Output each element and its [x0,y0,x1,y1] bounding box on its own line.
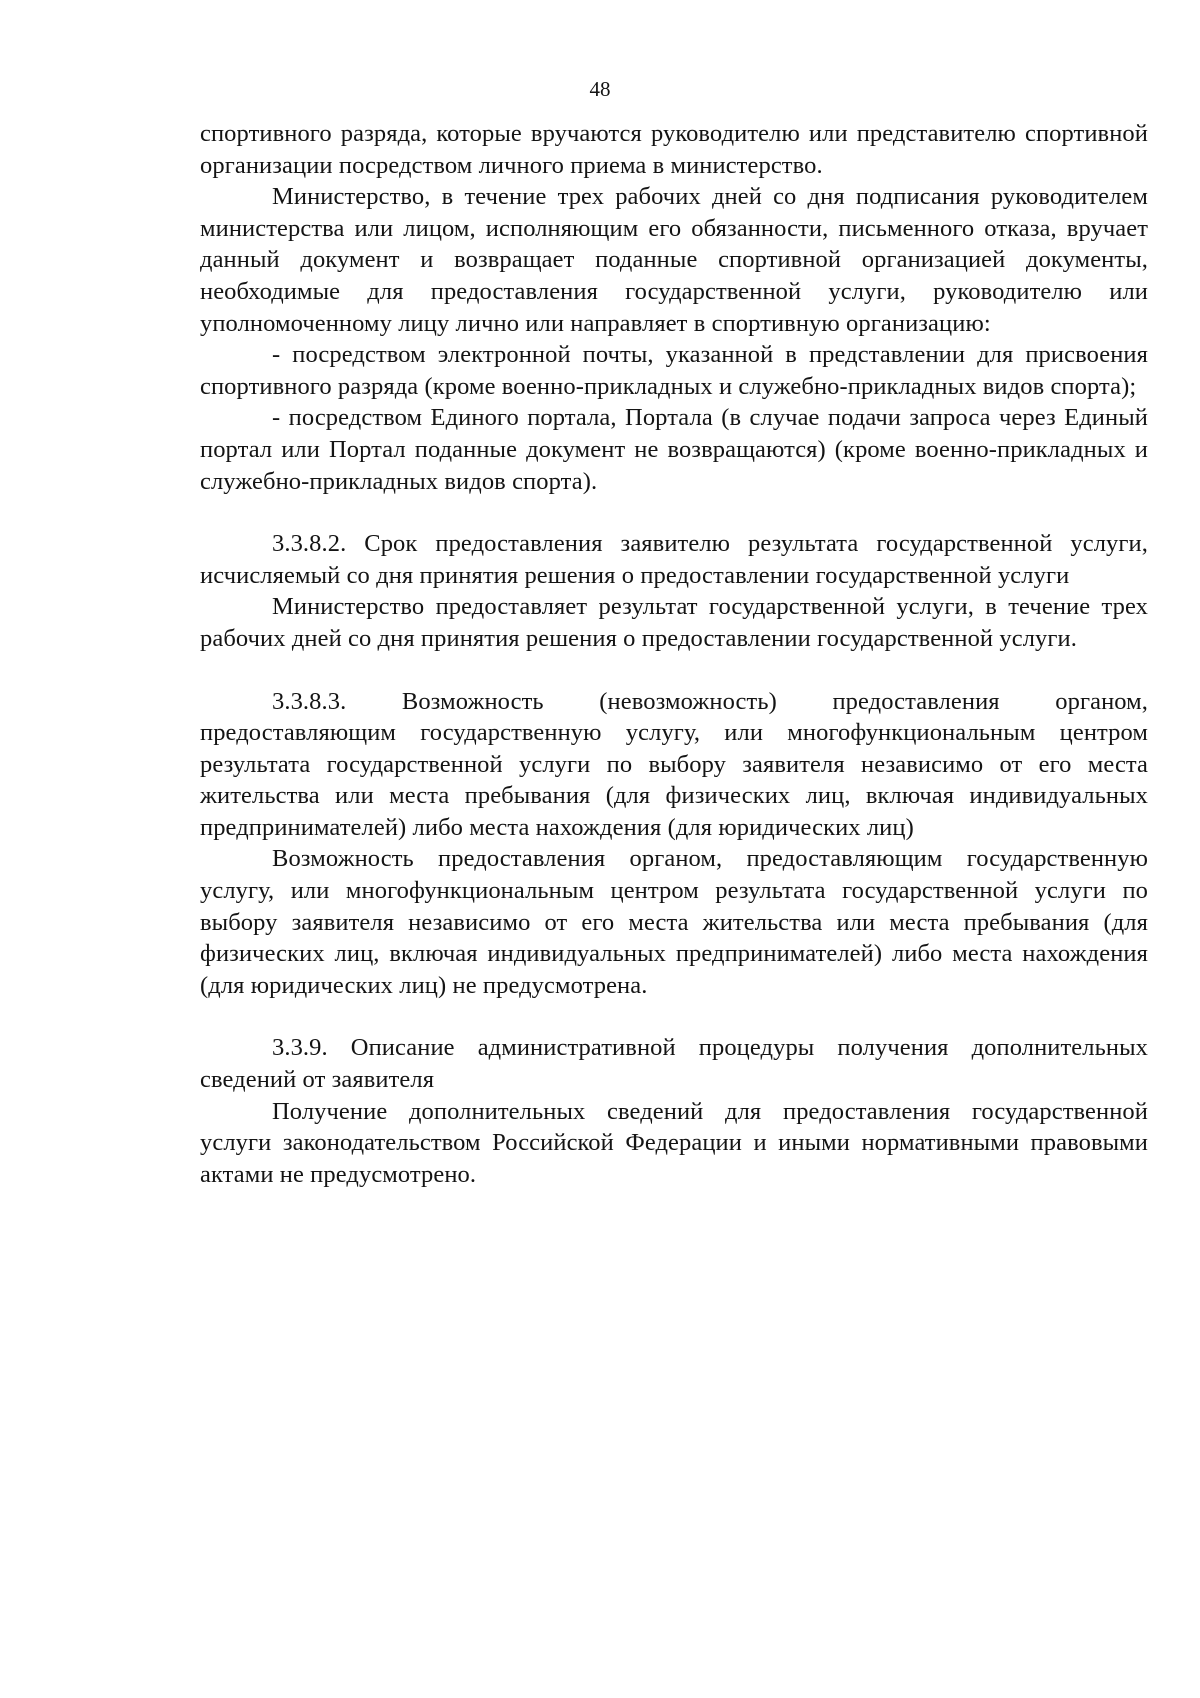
paragraph-additional-info: Получение дополнительных сведений для предоставления государственной услуги законодательством Российской Федерации и иными нормативными правовыми актами не предусмотрено. [200,1097,1148,1188]
section-heading-3-3-8-2: 3.3.8.2. Срок предоставления заявителю результата государственной услуги, исчисляемый со дня принятия решения о предоставлении государственной услуги [200,530,1148,589]
paragraph-continuation: спортивного разряда, которые вручаются руководителю или представителю спортивной организации посредством личного приема в министерство. [200,120,1148,179]
section-heading-3-3-9: 3.3.9. Описание административной процедуры получения дополнительных сведений от заявителя [200,1034,1148,1094]
paragraph-possibility: Возможность предоставления органом, предоставляющим государственную услугу, или многофункциональным центром результата государственной услуги по выбору заявителя независимо от его места жительства или места пребывания (для физических лиц, включая индивидуальных предпринимателей) либо места нахождения (для юридических лиц) не предусмотрена. [200,845,1148,999]
document-body [200,118,1148,1190]
page-number: 48 [589,77,611,101]
list-item-email: - посредством электронной почты, указанной в представлении для присвоения спортивного разряда (кроме военно-прикладных и служебно-прикладных видов спорта); [200,341,1148,400]
list-item-portal: - посредством Единого портала, Портала (в случае подачи запроса через Единый портал или Портал поданные документ не возвращаются) (кроме военно-прикладных и служебно-прикладных видов спорта). [200,404,1148,495]
section-heading-3-3-8-3: 3.3.8.3. Возможность (невозможность) предоставления органом, предоставляющим государственную услугу, или многофункциональным центром результата государственной услуги по выбору заявителя независимо от его места жительства или места пребывания (для физических лиц, включая индивидуальных предпринимателей) либо места нахождения (для юридических лиц) [200,687,1148,841]
paragraph-result-term: Министерство предоставляет результат государственной услуги, в течение трех рабочих дней со дня принятия решения о предоставлении государственной услуги. [200,593,1148,652]
paragraph-refusal-delivery: Министерство, в течение трех рабочих дней со дня подписания руководителем министерства или лицом, исполняющим его обязанности, письменного отказа, вручает данный документ и возвращает поданные спортивной организацией документы, необходимые для предоставления государственной услуги, руководителю или уполномоченному лицу лично или направляет в спортивную организацию: [200,183,1148,337]
